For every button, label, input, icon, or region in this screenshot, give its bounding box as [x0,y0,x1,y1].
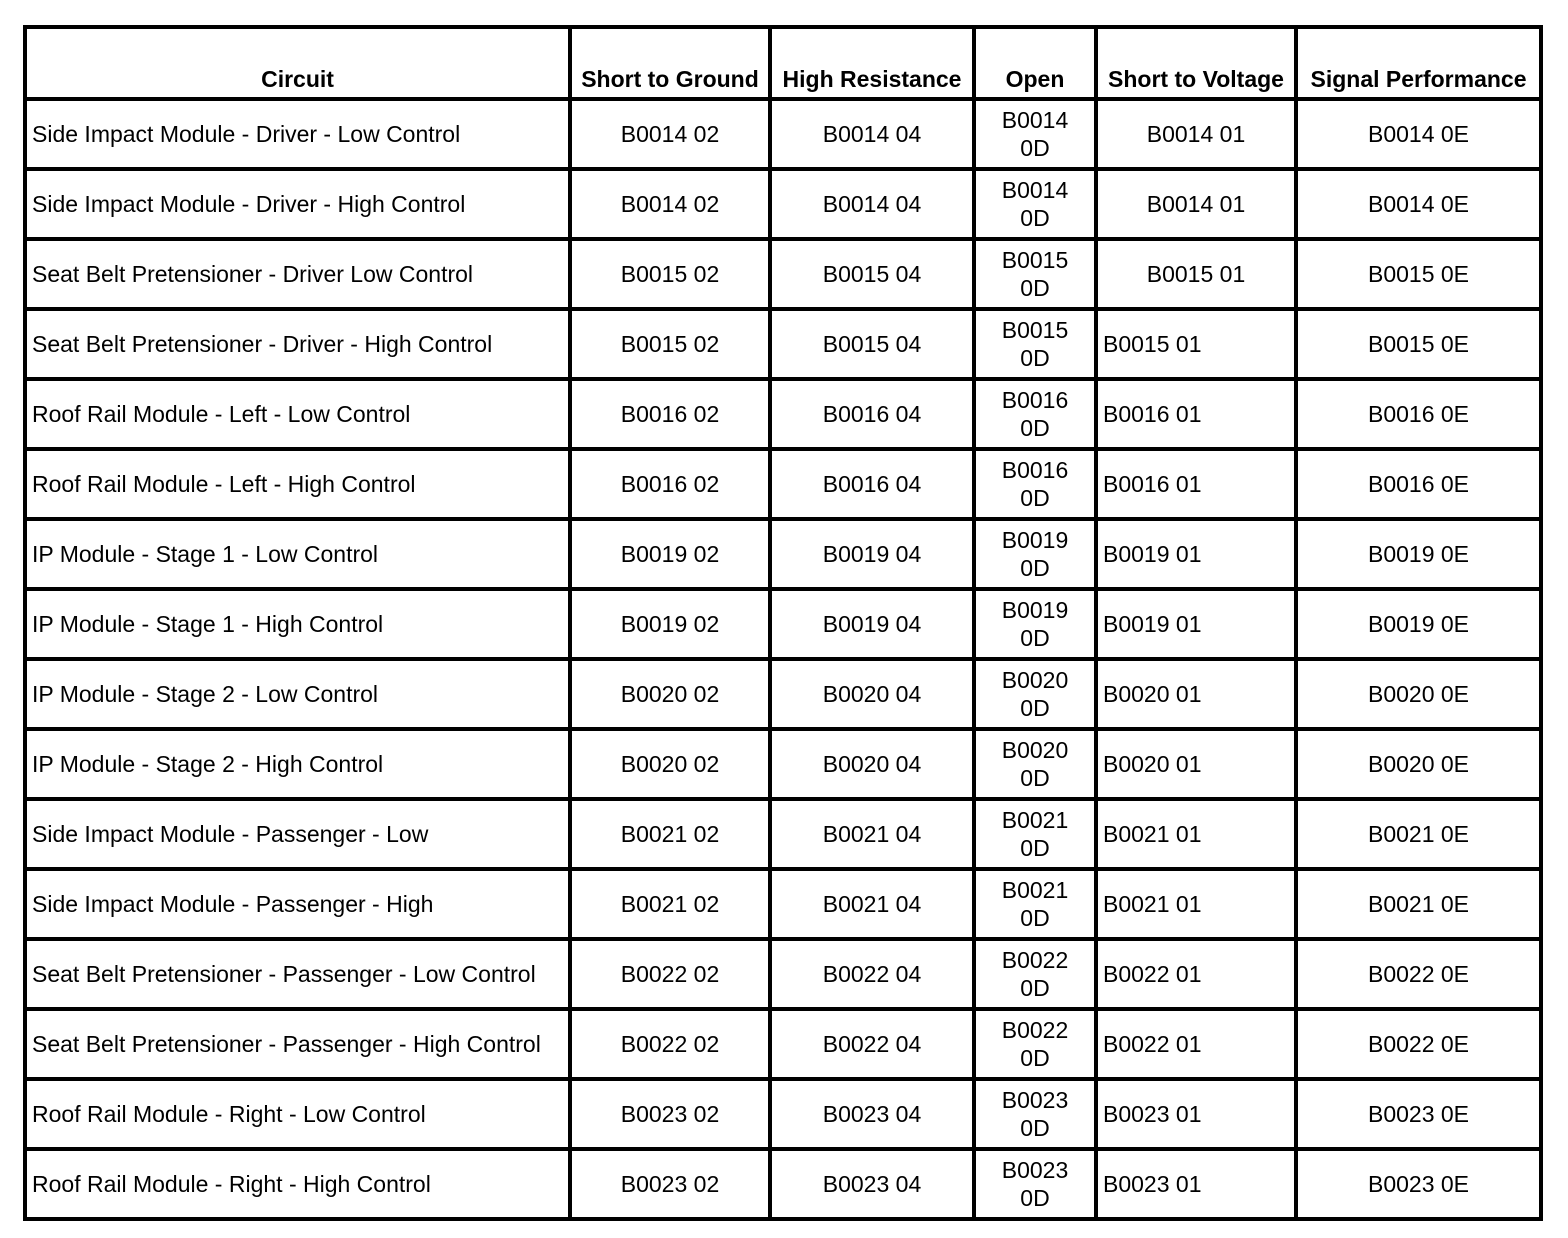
cell-open [974,1149,1096,1219]
table-row [25,99,1541,169]
cell-short-to-ground: B0020 02 [570,659,770,729]
cell-short-to-voltage: B0023 01 [1096,1079,1296,1149]
cell-high-resistance: B0016 04 [770,449,974,519]
cell-signal-performance: B0020 0E [1296,659,1541,729]
cell-short-to-ground: B0023 02 [570,1149,770,1219]
cell-short-to-voltage: B0014 01 [1096,169,1296,239]
cell-high-resistance: B0020 04 [770,659,974,729]
cell-open [974,589,1096,659]
cell-open-value: B0023 0D [1001,1157,1069,1211]
cell-open [974,169,1096,239]
cell-signal-performance: B0019 0E [1296,589,1541,659]
cell-circuit: Seat Belt Pretensioner - Driver - High Control [25,309,570,379]
cell-open [974,799,1096,869]
header-open: Open [974,27,1096,99]
cell-short-to-voltage: B0020 01 [1096,659,1296,729]
cell-short-to-ground: B0014 02 [570,99,770,169]
cell-high-resistance: B0015 04 [770,239,974,309]
cell-signal-performance: B0023 0E [1296,1149,1541,1219]
cell-open [974,519,1096,589]
cell-short-to-voltage: B0020 01 [1096,729,1296,799]
cell-open-value: B0014 0D [1001,177,1069,231]
header-high-resistance: High Resistance [770,27,974,99]
cell-short-to-voltage: B0022 01 [1096,1009,1296,1079]
cell-open-value: B0021 0D [1001,807,1069,861]
cell-short-to-ground: B0016 02 [570,449,770,519]
dtc-table [23,25,1543,1221]
table-row [25,449,1541,519]
cell-circuit: IP Module - Stage 1 - Low Control [25,519,570,589]
cell-circuit: Roof Rail Module - Left - High Control [25,449,570,519]
cell-open-value: B0022 0D [1001,1017,1069,1071]
cell-circuit: Side Impact Module - Passenger - High [25,869,570,939]
table-body [25,99,1541,1219]
table-row [25,799,1541,869]
cell-short-to-ground: B0015 02 [570,309,770,379]
cell-short-to-voltage: B0023 01 [1096,1149,1296,1219]
cell-short-to-voltage: B0015 01 [1096,239,1296,309]
cell-open [974,239,1096,309]
table-row [25,589,1541,659]
cell-signal-performance: B0022 0E [1296,939,1541,1009]
table-row [25,1149,1541,1219]
table-header [25,27,1541,99]
cell-short-to-ground: B0020 02 [570,729,770,799]
table-row [25,1009,1541,1079]
cell-signal-performance: B0023 0E [1296,1079,1541,1149]
table-row [25,169,1541,239]
table-row [25,939,1541,1009]
cell-high-resistance: B0023 04 [770,1079,974,1149]
cell-high-resistance: B0021 04 [770,869,974,939]
cell-short-to-voltage: B0019 01 [1096,519,1296,589]
cell-short-to-ground: B0021 02 [570,869,770,939]
cell-short-to-voltage: B0015 01 [1096,309,1296,379]
cell-circuit: Roof Rail Module - Right - High Control [25,1149,570,1219]
cell-short-to-ground: B0016 02 [570,379,770,449]
header-short-to-voltage: Short to Voltage [1096,27,1296,99]
cell-short-to-voltage: B0021 01 [1096,799,1296,869]
cell-high-resistance: B0019 04 [770,589,974,659]
cell-open-value: B0021 0D [1001,877,1069,931]
cell-open-value: B0020 0D [1001,667,1069,721]
header-short-to-ground: Short to Ground [570,27,770,99]
table-row [25,379,1541,449]
cell-open [974,99,1096,169]
cell-short-to-ground: B0021 02 [570,799,770,869]
cell-open-value: B0016 0D [1001,457,1069,511]
cell-short-to-ground: B0022 02 [570,939,770,1009]
cell-signal-performance: B0014 0E [1296,169,1541,239]
cell-signal-performance: B0015 0E [1296,309,1541,379]
cell-short-to-ground: B0019 02 [570,589,770,659]
cell-open [974,729,1096,799]
cell-high-resistance: B0020 04 [770,729,974,799]
cell-open-value: B0023 0D [1001,1087,1069,1141]
cell-short-to-voltage: B0021 01 [1096,869,1296,939]
cell-open-value: B0020 0D [1001,737,1069,791]
cell-signal-performance: B0016 0E [1296,449,1541,519]
table-row [25,869,1541,939]
cell-short-to-ground: B0023 02 [570,1079,770,1149]
cell-circuit: Side Impact Module - Passenger - Low [25,799,570,869]
cell-circuit: Seat Belt Pretensioner - Driver Low Control [25,239,570,309]
cell-short-to-ground: B0014 02 [570,169,770,239]
cell-open-value: B0019 0D [1001,597,1069,651]
cell-short-to-voltage: B0019 01 [1096,589,1296,659]
cell-short-to-voltage: B0022 01 [1096,939,1296,1009]
table-row [25,309,1541,379]
table-row [25,519,1541,589]
cell-signal-performance: B0014 0E [1296,99,1541,169]
cell-high-resistance: B0023 04 [770,1149,974,1219]
cell-signal-performance: B0021 0E [1296,799,1541,869]
cell-signal-performance: B0016 0E [1296,379,1541,449]
cell-circuit: IP Module - Stage 2 - High Control [25,729,570,799]
cell-open [974,869,1096,939]
cell-open [974,309,1096,379]
cell-open-value: B0016 0D [1001,387,1069,441]
cell-circuit: Side Impact Module - Driver - High Control [25,169,570,239]
cell-open [974,1009,1096,1079]
cell-circuit: Side Impact Module - Driver - Low Control [25,99,570,169]
cell-short-to-voltage: B0016 01 [1096,379,1296,449]
cell-circuit: Roof Rail Module - Right - Low Control [25,1079,570,1149]
cell-short-to-voltage: B0014 01 [1096,99,1296,169]
table-row [25,1079,1541,1149]
cell-open [974,449,1096,519]
cell-high-resistance: B0016 04 [770,379,974,449]
cell-open-value: B0022 0D [1001,947,1069,1001]
cell-high-resistance: B0021 04 [770,799,974,869]
header-signal-performance: Signal Performance [1296,27,1541,99]
cell-open-value: B0014 0D [1001,107,1069,161]
cell-high-resistance: B0015 04 [770,309,974,379]
table-row [25,659,1541,729]
cell-signal-performance: B0022 0E [1296,1009,1541,1079]
cell-signal-performance: B0019 0E [1296,519,1541,589]
table-row [25,729,1541,799]
cell-short-to-ground: B0015 02 [570,239,770,309]
cell-high-resistance: B0014 04 [770,169,974,239]
cell-circuit: Seat Belt Pretensioner - Passenger - Low Control [25,939,570,1009]
table-row [25,239,1541,309]
cell-short-to-ground: B0019 02 [570,519,770,589]
cell-high-resistance: B0014 04 [770,99,974,169]
cell-circuit: Roof Rail Module - Left - Low Control [25,379,570,449]
header-row [25,27,1541,99]
cell-open [974,379,1096,449]
cell-signal-performance: B0021 0E [1296,869,1541,939]
cell-open [974,939,1096,1009]
cell-signal-performance: B0020 0E [1296,729,1541,799]
cell-open [974,1079,1096,1149]
cell-short-to-voltage: B0016 01 [1096,449,1296,519]
cell-circuit: Seat Belt Pretensioner - Passenger - High Control [25,1009,570,1079]
cell-open-value: B0015 0D [1001,317,1069,371]
cell-high-resistance: B0019 04 [770,519,974,589]
header-circuit: Circuit [25,27,570,99]
cell-signal-performance: B0015 0E [1296,239,1541,309]
cell-circuit: IP Module - Stage 1 - High Control [25,589,570,659]
cell-open-value: B0019 0D [1001,527,1069,581]
cell-circuit: IP Module - Stage 2 - Low Control [25,659,570,729]
cell-high-resistance: B0022 04 [770,939,974,1009]
cell-open-value: B0015 0D [1001,247,1069,301]
cell-high-resistance: B0022 04 [770,1009,974,1079]
cell-open [974,659,1096,729]
cell-short-to-ground: B0022 02 [570,1009,770,1079]
